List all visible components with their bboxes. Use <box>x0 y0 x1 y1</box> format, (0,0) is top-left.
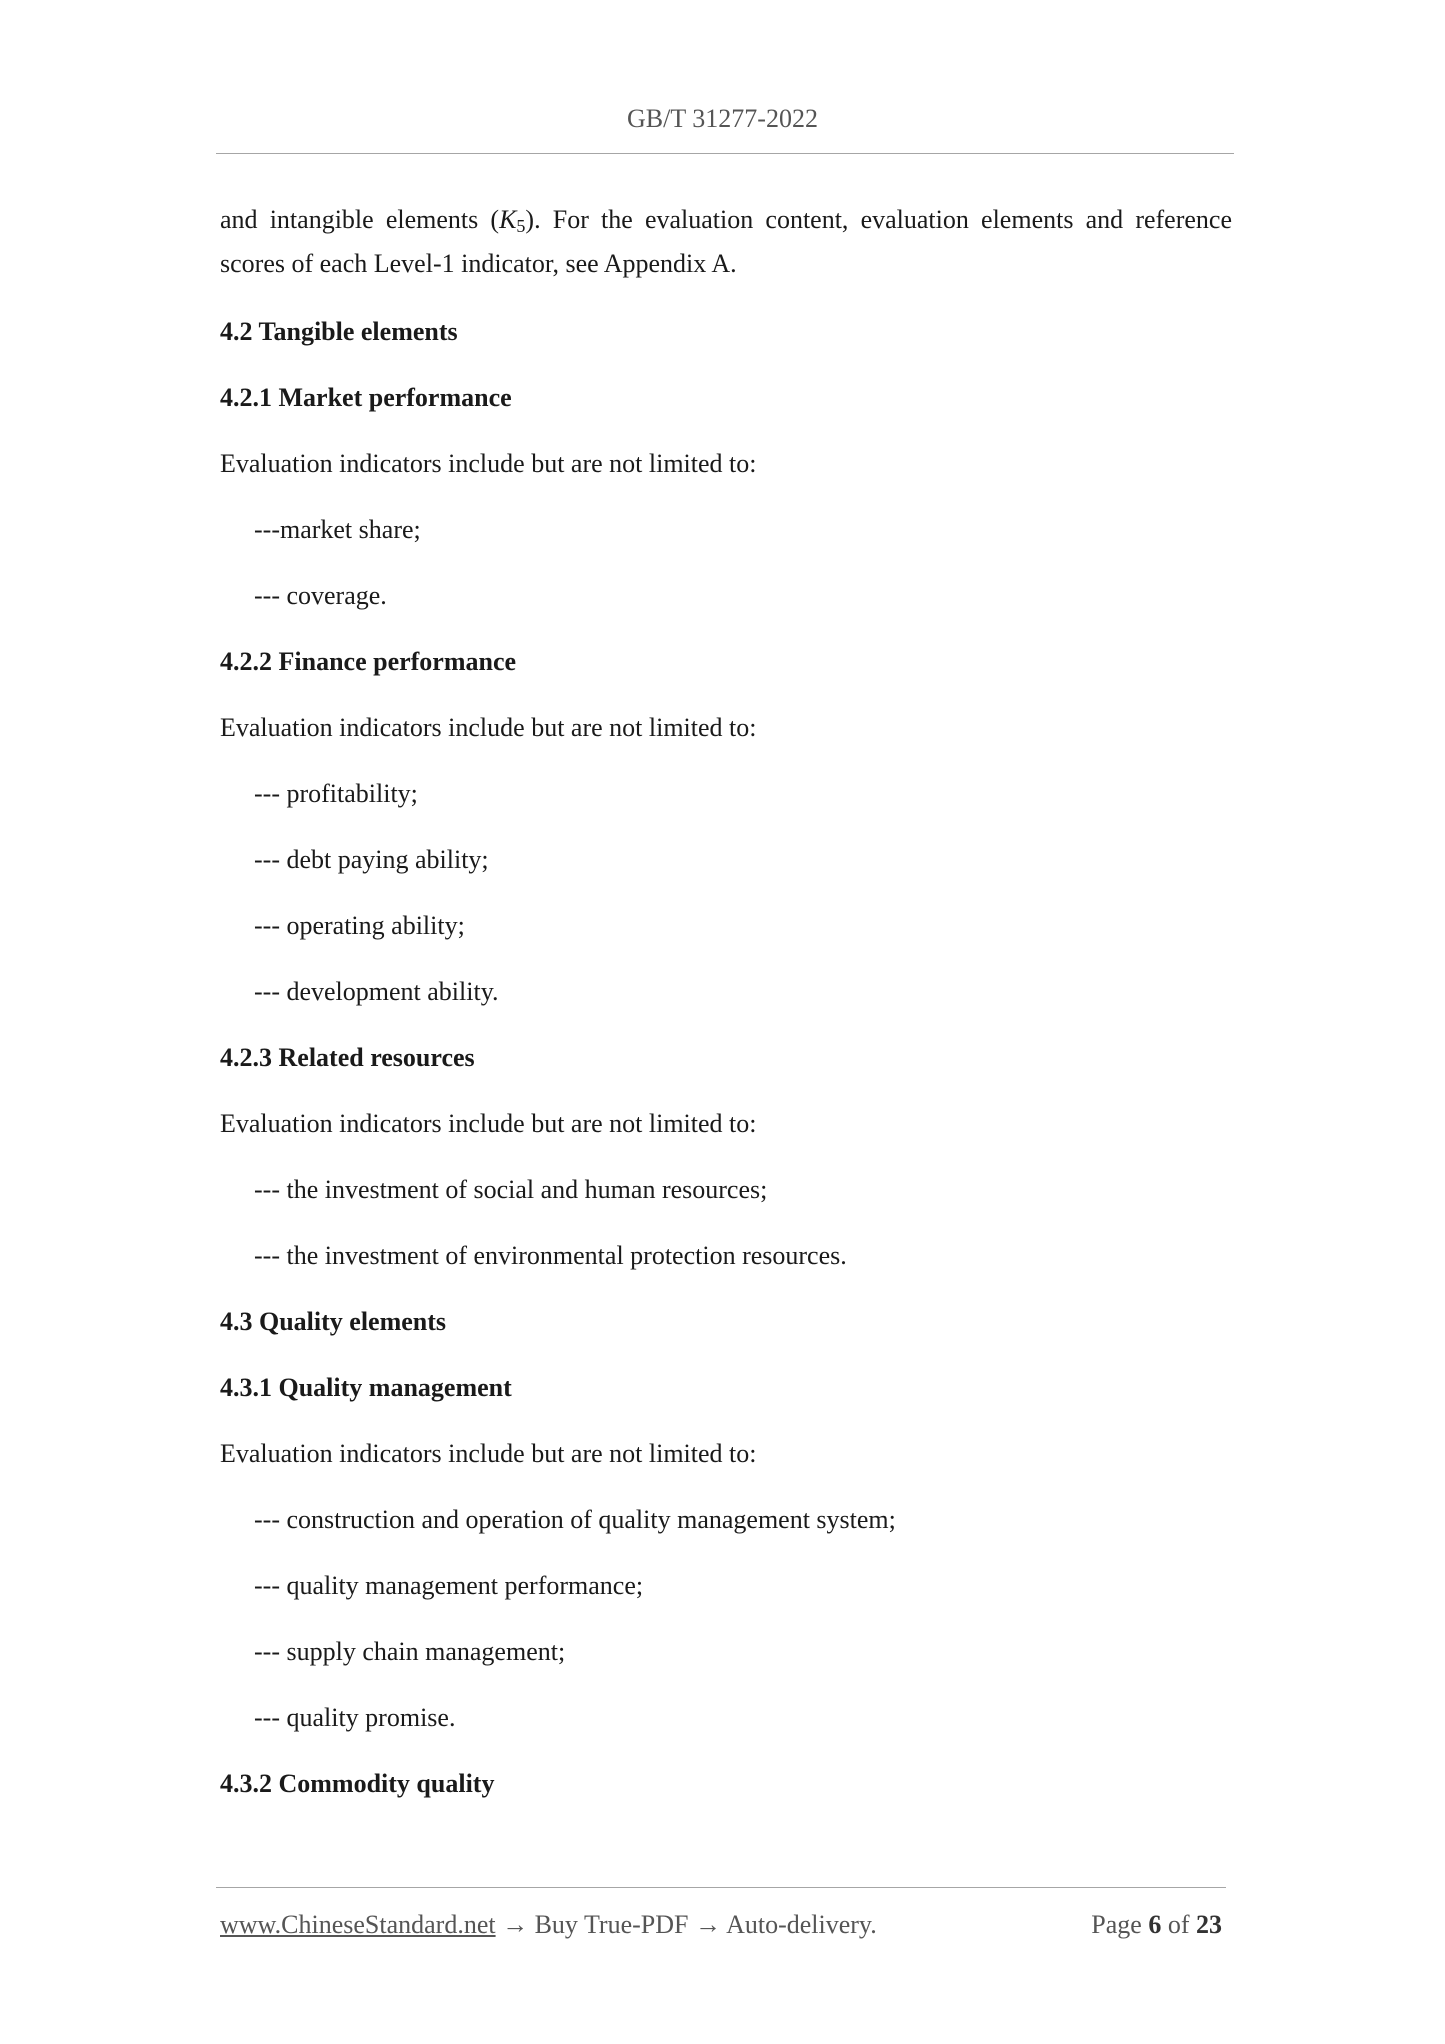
list-item: --- development ability. <box>254 977 499 1006</box>
arrow-icon: → <box>695 1910 721 1939</box>
list-item: --- quality management performance; <box>254 1571 644 1600</box>
of-label: of <box>1167 1910 1190 1939</box>
intro-text-end: ). For the evaluation content, evaluation elements and reference scores of each Level-1 indicator, see Appendix A. <box>220 205 1232 278</box>
section-heading: 4.3 Quality elements <box>220 1307 447 1336</box>
k-subscript: 5 <box>516 216 526 236</box>
footer-promo <box>220 1909 877 1941</box>
page-header-standard-code: GB/T 31277-2022 <box>627 104 818 133</box>
buy-text: Buy True-PDF <box>534 1910 689 1939</box>
list-item: --- the investment of environmental protection resources. <box>254 1241 847 1270</box>
current-page: 6 <box>1148 1910 1162 1939</box>
section-heading: 4.2.2 Finance performance <box>220 647 517 676</box>
list-item: --- the investment of social and human resources; <box>254 1175 768 1204</box>
list-item: --- operating ability; <box>254 911 465 940</box>
footer-divider <box>216 1887 1226 1888</box>
section-heading: 4.2.1 Market performance <box>220 383 512 412</box>
website-link[interactable]: www.ChineseStandard.net <box>220 1910 496 1939</box>
section-lead: Evaluation indicators include but are not limited to: <box>220 1109 757 1138</box>
list-item: --- debt paying ability; <box>254 845 489 874</box>
section-lead: Evaluation indicators include but are not limited to: <box>220 1439 757 1468</box>
section-lead: Evaluation indicators include but are not limited to: <box>220 713 757 742</box>
section-heading: 4.2.3 Related resources <box>220 1043 475 1072</box>
page-label: Page <box>1091 1910 1142 1939</box>
list-item: --- supply chain management; <box>254 1637 566 1666</box>
list-item: --- coverage. <box>254 581 387 610</box>
list-item: --- construction and operation of quality management system; <box>254 1505 896 1534</box>
document-body <box>220 201 1232 1803</box>
list-item: --- quality promise. <box>254 1703 456 1732</box>
section-heading: 4.2 Tangible elements <box>220 317 458 346</box>
header-divider <box>216 153 1234 154</box>
page-number <box>1091 1909 1222 1941</box>
list-item: ---market share; <box>254 515 421 544</box>
k-symbol: K <box>499 205 517 234</box>
section-heading: 4.3.2 Commodity quality <box>220 1769 495 1798</box>
total-pages: 23 <box>1196 1910 1222 1939</box>
section-heading: 4.3.1 Quality management <box>220 1373 512 1402</box>
section-lead: Evaluation indicators include but are not limited to: <box>220 449 757 478</box>
list-item: --- profitability; <box>254 779 418 808</box>
intro-text-start: and intangible elements ( <box>220 205 500 234</box>
arrow-icon: → <box>502 1910 529 1939</box>
delivery-text: Auto-delivery. <box>726 1910 877 1939</box>
intro-paragraph <box>220 201 1232 283</box>
